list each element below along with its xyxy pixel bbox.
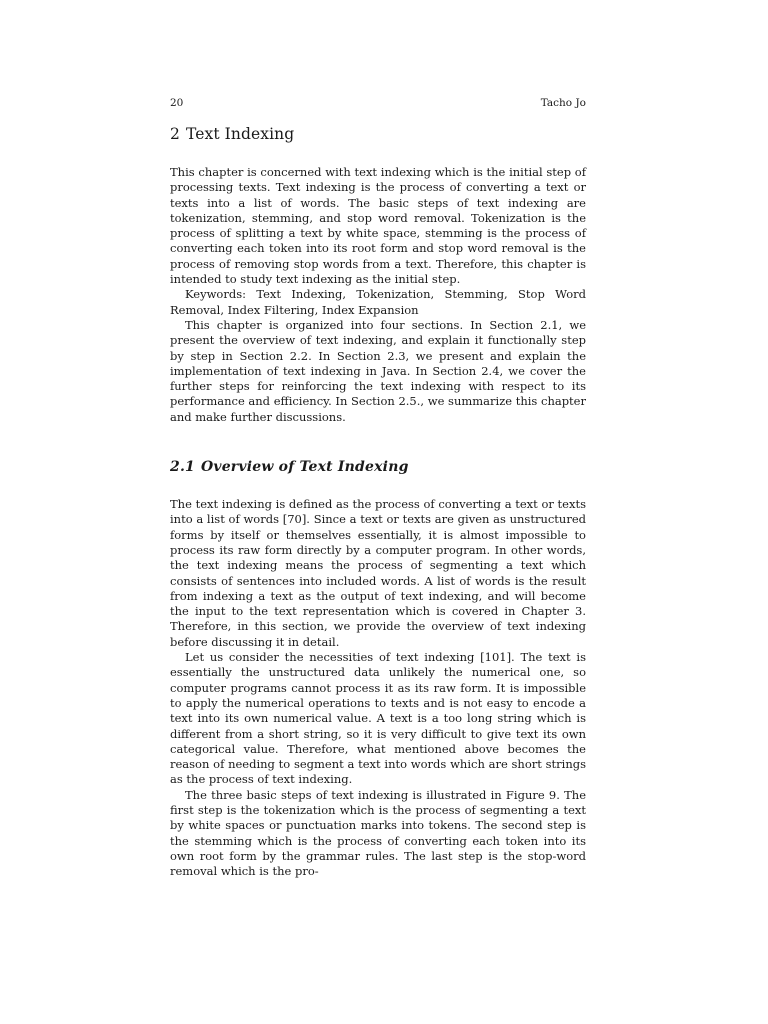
section-body xyxy=(170,497,586,879)
section-title xyxy=(170,457,586,477)
section-title-text: Overview of Text Indexing xyxy=(200,459,409,476)
keywords-paragraph: Keywords: Text Indexing, Tokenization, Stemming, Stop Word Removal, Index Filtering, Index Expansion xyxy=(170,287,586,317)
section-number: 2.1 xyxy=(170,459,195,476)
chapter-title-text: Text Indexing xyxy=(185,125,295,143)
body-paragraph: The text indexing is defined as the process of converting a text or texts into a list of words [70]. Since a text or texts are given as unstructured forms by itself or themselves essentially, it is almost impossible to process its raw form directly by a computer program. In other words, the text indexing means the process of segmenting a text which consists of sentences into included words. A list of words is the result from indexing a text as the output of text indexing, and will become the input to the text representation which is covered in Chapter 3. Therefore, in this section, we provide the overview of text indexing before discussing it in detail. xyxy=(170,497,586,649)
chapter-title xyxy=(170,124,586,144)
page-number: 20 xyxy=(170,97,184,109)
book-page xyxy=(170,96,586,879)
chapter-abstract xyxy=(170,165,586,425)
body-paragraph: Let us consider the necessities of text indexing [101]. The text is essentially the unstructured data unlikely the numerical one, so computer programs cannot process it as its raw form. It is impossible to apply the numerical operations to texts and is not easy to encode a text into its own numerical value. A text is a too long string which is different from a short string, so it is very difficult to give text its own categorical value. Therefore, what mentioned above becomes the reason of needing to segment a text into words which are short strings as the process of text indexing. xyxy=(170,650,586,787)
body-paragraph: The three basic steps of text indexing is illustrated in Figure 9. The first step is the tokenization which is the process of segmenting a text by white spaces or punctuation marks into tokens. The second step is the stemming which is the process of converting each token into its own root form by the grammar rules. The last step is the stop-word removal which is the pro- xyxy=(170,787,586,879)
running-head-author: Tacho Jo xyxy=(540,97,586,109)
chapter-number: 2 xyxy=(170,125,180,143)
organization-paragraph: This chapter is organized into four sections. In Section 2.1, we present the overview of text indexing, and explain it functionally step by step in Section 2.2. In Section 2.3, we present and explain the implementation of text indexing in Java. In Section 2.4, we cover the further steps for reinforcing the text indexing with respect to its performance and efficiency. In Section 2.5., we summarize this chapter and make further discussions. xyxy=(170,317,586,424)
abstract-paragraph: This chapter is concerned with text indexing which is the initial step of processing texts. Text indexing is the process of converting a text or texts into a list of words. The basic steps of text indexing are tokenization, stemming, and stop word removal. Tokenization is the process of splitting a text by white space, stemming is the process of converting each token into its root form and stop word removal is the process of removing stop words from a text. Therefore, this chapter is intended to study text indexing as the initial step. xyxy=(170,165,586,287)
running-head xyxy=(170,96,586,110)
